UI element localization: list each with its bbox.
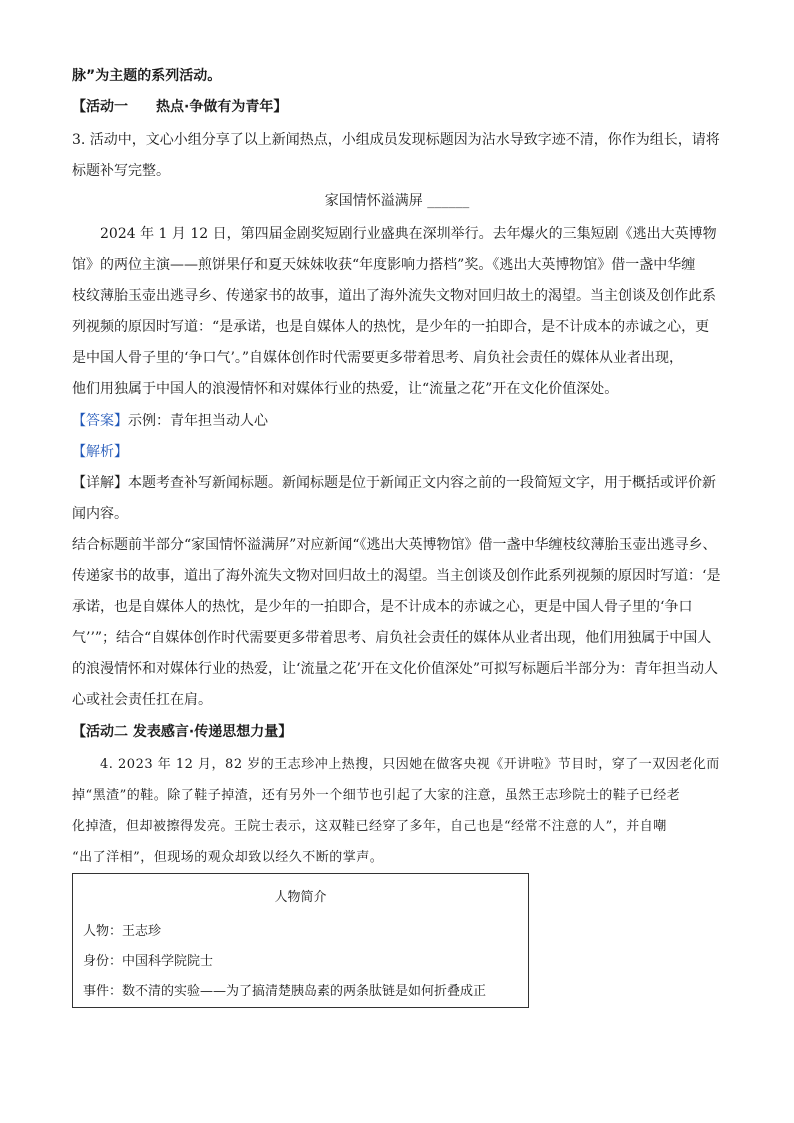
profile-identity: 身份：中国科学院院士 (83, 954, 214, 969)
activity-two-heading: 【活动二 发表感言·传递思想力量】 (72, 724, 293, 740)
explanation-line-5: 的浪漫情怀和对媒体行业的热爱，让‘流量之花’开在文化价值深处”可拟写标题后半部分为：青年担当动人 (72, 661, 719, 677)
explanation-line-4: 气’’”；结合“自媒体创作时代需要更多带着思考、肩负社会责任的媒体从业者出现，他们用独属于中国人 (72, 630, 712, 646)
explanation-line-1: 结合标题前半部分“家国情怀溢满屏”对应新闻“《逃出大英博物馆》借一盏中华缠枝纹薄胎玉壶出逃寻乡、 (72, 537, 717, 553)
answer-tag: 【答案】 (72, 413, 128, 429)
profile-box (72, 873, 529, 1008)
news-body-line-1: 2024 年 1 月 12 日，第四届金剧奖短剧行业盛典在深圳举行。去年爆火的三集短剧《逃出大英博物 (100, 226, 717, 242)
news-body-line-5: 是中国人骨子里的‘争口气’。”自媒体创作时代需要更多带着思考、肩负社会责任的媒体从业者出现， (72, 350, 684, 366)
profile-title: 人物简介 (274, 890, 327, 905)
explanation-line-2: 传递家书的故事，道出了海外流失文物对回归故土的渴望。当主创谈及创作此系列视频的原因时写道：‘是 (72, 568, 721, 584)
answer-line (72, 411, 268, 431)
news-body-line-3: 枝纹薄胎玉壶出逃寻乡、传递家书的故事，道出了海外流失文物对回归故土的渴望。当主创谈及创作此系 (72, 288, 716, 304)
explanation-line-6: 心或社会责任扛在肩。 (72, 692, 212, 708)
profile-person: 人物：王志珍 (83, 924, 162, 939)
analysis-tag: 【解析】 (72, 444, 128, 460)
question-4-line-3: 化掉渣，但却被擦得发亮。王院士表示，这双鞋已经穿了多年，自己也是“经常不注意的人”，并自嘲 (72, 819, 667, 834)
intro-tail: 脉”为主题的系列活动。 (72, 68, 222, 84)
answer-text: 示例：青年担当动人心 (128, 413, 268, 429)
news-title: 家国情怀溢满屏 ______ (324, 193, 470, 209)
news-body-line-4: 列视频的原因时写道：“是承诺，也是自媒体人的热忱，是少年的一拍即合，是不计成本的赤诚之心，更 (72, 319, 710, 335)
news-body-line-2: 馆》的两位主演——煎饼果仔和夏天妹妹收获“年度影响力搭档”奖。《逃出大英博物馆》借一盏中华缠 (72, 257, 696, 273)
question-3-line-2: 标题补写完整。 (72, 163, 170, 179)
activity-one-heading: 【活动一 热点·争做有为青年】 (72, 99, 288, 115)
news-body-line-6: 他们用独属于中国人的浪漫情怀和对媒体行业的热爱，让“流量之花”开在文化价值深处。 (72, 381, 619, 397)
explanation-line-3: 承诺，也是自媒体人的热忱，是少年的一拍即合，是不计成本的赤诚之心，更是中国人骨子里的‘争口 (72, 599, 693, 615)
profile-event: 事件：数不清的实验——为了搞清楚胰岛素的两条肽链是如何折叠成正 (83, 984, 487, 999)
detail-text: 本题考查补写新闻标题。新闻标题是位于新闻正文内容之前的一段简短文字，用于概括或评价新 (128, 475, 716, 491)
question-4-line-4: “出了洋相”，但现场的观众却致以经久不断的掌声。 (72, 850, 384, 865)
question-3-line-1: 3. 活动中，文心小组分享了以上新闻热点，小组成员发现标题因为沾水导致字迹不清，你作为组长，请将 (72, 132, 720, 148)
analysis-line (72, 442, 128, 462)
detail-tag: 【详解】 (72, 475, 128, 491)
detail-line-1 (72, 473, 716, 493)
question-4-line-2: 掉“黑渣”的鞋。除了鞋子掉渣，还有另外一个细节也引起了大家的注意，虽然王志珍院士的鞋子已经老 (72, 788, 681, 803)
question-4-line-1: 4. 2023 年 12 月，82 岁的王志珍冲上热搜，只因她在做客央视《开讲啦》节目时，穿了一双因老化而 (100, 757, 720, 772)
detail-line-2: 闻内容。 (72, 506, 128, 522)
